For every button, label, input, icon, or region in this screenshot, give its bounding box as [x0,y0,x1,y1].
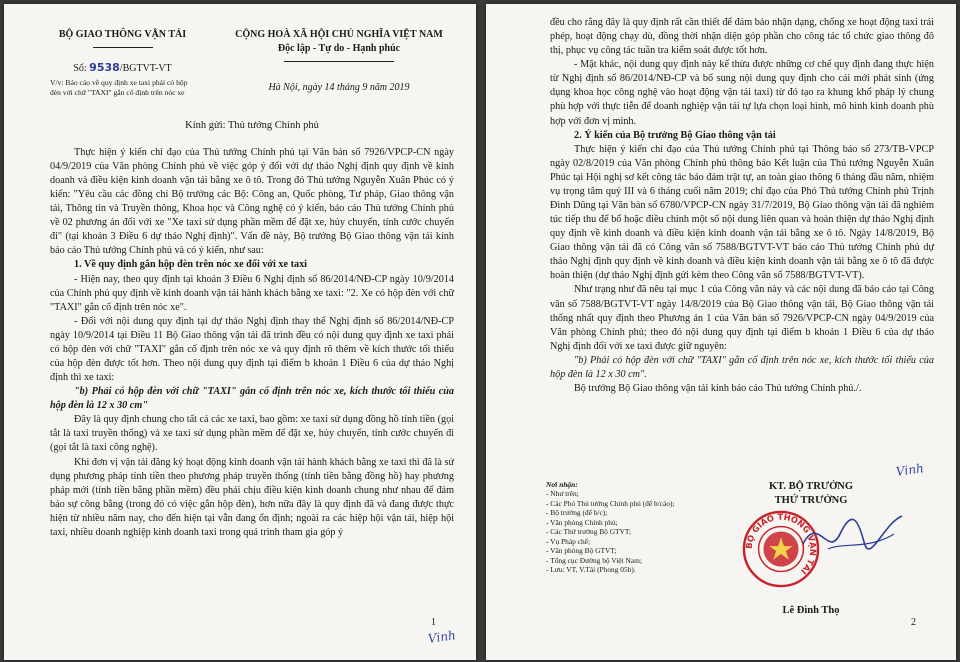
document-number [50,60,195,76]
paragraph-2: - Đối với nội dung quy định tại dự thảo Nghị định thay thế Nghị định số 86/2014/NĐ-CP ngày 10/9/2014 tại Điều 11 Bộ Giao thông vận tải đã trình đều có nội dung quy định xe taxi phải có hộp đèn với chữ "TAXI" gắn cố định trên nóc xe và quy định rõ thêm về kích thước tối thiểu của hộp đèn được tốt hơn. Theo nội dung quy định tại điểm b khoản 1 Điều 6 của dự thảo Nghị định thì xe taxi: [50,315,454,384]
signer-name: Lê Đình Thọ [782,605,840,616]
page-2-content [550,16,934,396]
p2-paragraph-2: - Mặt khác, nội dung quy định này kế thừa được những cơ chế quy định đang thực hiện từ Nghị định số 86/2014/NĐ-CP và bổ sung nội dung quy định cho cái mới phát sinh (ứng dụng khoa học công nghệ vào hoạt động vận tải taxi) từ đó tạo ra khung khổ pháp lý chung phù hợp với thực tiễn để doanh nghiệp vận tải tự lựa chọn loại hình, mô hình kinh doanh phù hợp với đơn vị mình. [550,59,934,127]
p2-paragraph-4: Như trạng như đã nêu tại mục 1 của Công văn này và các nội dung đã báo cáo tại Công văn số 7588/BGTVT-VT ngày 14/8/2019 của Bộ Giao thông vận tải, Bộ Giao thông vận tải thống nhất quy định theo Phương án 1 của Văn bản số 7926/VPCP-CN ngày 04/9/2019 của Văn phòng Chính phủ; theo đó nội dung quy định tại điểm b khoản 1 Điều 6 của dự thảo Nghị định đối với xe taxi được giữ nguyên: [550,284,934,352]
p2-paragraph-1: đều cho rằng đây là quy định rất cần thiết để đảm bảo nhận dạng, chống xe hoạt động taxi trái phép, hoạt động chạy dù, đồng thời nhận diện góp phần cho công tác tổ chức giao thông đô thị, phục vụ công tác tuần tra kiểm soát được tốt hơn. [550,17,934,57]
recipient-item: - Văn phòng Chính phủ; [546,517,618,527]
ministry-name: BỘ GIAO THÔNG VẬN TẢI [58,29,187,40]
handwritten-signature [798,504,908,564]
initial-mark: Vinh [895,461,925,479]
doc-number-suffix: /BGTVT-VT [119,62,172,74]
recipient-item: - Các Phó Thủ tướng Chính phủ (để b/cáo); [546,498,675,508]
document-subject: V/v: Báo cáo về quy định xe taxi phải có hộp đèn với chữ "TAXI" gắn cố định trên nóc xe [50,78,188,97]
recipient-item: - Như trên; [546,489,579,499]
sign-title: KT. BỘ TRƯỞNG [768,481,854,492]
recipients-block [546,480,706,575]
section-1-heading: 1. Về quy định gắn hộp đèn trên nóc xe đối với xe taxi [74,259,308,271]
recipient-item: - Vụ Pháp chế; [546,536,590,546]
header-right [224,28,454,97]
paragraph-1: - Hiện nay, theo quy định tại khoản 3 Điều 6 Nghị định số 86/2014/NĐ-CP ngày 10/9/2014 của Chính phủ quy định về kinh doanh vận tải hành khách bằng xe taxi: "2. Xe có hộp đèn với chữ "TAXI" gắn cố định trên nóc xe". [50,273,454,313]
country-name: CỘNG HOÀ XÃ HỘI CHỦ NGHĨA VIỆT NAM [235,29,443,40]
p2-quoted-rule: "b) Phải có hộp đèn với chữ "TAXI" gắn cố định trên nóc xe, kích thước tối thiểu của hộp đèn là 12 x 30 cm". [550,354,934,380]
header-left [50,28,195,97]
recipient-item: - Các Thứ trưởng Bộ GTVT; [546,527,632,537]
document-header [50,28,454,97]
sign-position: THỨ TRƯỞNG [774,495,848,507]
doc-number-stamp: 9538 [89,60,120,74]
recipient-item: - Bộ trưởng (để b/c); [546,508,608,518]
recipient-item: - Tổng cục Đường bộ Việt Nam; [546,555,642,565]
page-1-content [50,28,454,540]
section-2-heading: 2. Ý kiến của Bộ trưởng Bộ Giao thông vận tải [574,129,776,141]
paragraph-4: Khi đơn vị vận tải đăng ký hoạt động kinh doanh vận tải hành khách bằng xe taxi thì đã là sử dụng phương pháp tính tiền theo phương pháp truyền thống (tính tiền bằng đồng hồ) hay phương pháp mới (tính tiền bằng phần mềm) đều phải chịu điều kiện kinh doanh chung như nhau để đảm bảo sự công bằng (trong đó có việc gắn hộp đèn), hơn nữa đây là quy định đã và đang được thực hiện từ nhiều năm nay, cho đến hiện tại vẫn đang ổn định; ngoài ra các hiệp hội vận tải, hiệp hội taxi, nhiều doanh nghiệp kinh doanh taxi trong quá trình tham gia góp ý [50,456,454,538]
intro-paragraph: Thực hiện ý kiến chỉ đạo của Thủ tướng Chính phủ tại Văn bản số 7926/VPCP-CN ngày 04/9/2019 của Văn phòng Chính phủ về việc góp ý đối với dự thảo Nghị định quy định về kinh doanh và điều kiện kinh doanh vận tải bằng xe ô tô. Trong đó Thủ tướng Nguyễn Xuân Phúc có ý kiến: "Yêu cầu các đồng chí Bộ trưởng các Bộ: Công an, Quốc phòng, Tư pháp, Giao thông vận tải, Thông tin và Truyền thông, Khoa học và Công nghệ có ý kiến, báo cáo Thủ tướng Chính phủ về 02 phương án đối với xe "Xe taxi sử dụng phần mềm để đặt xe, hủy chuyến, tính cước chuyến đi" (tại khoản 3 Điều 6 dự thảo Nghị định)". Vấn đề này, Bộ trưởng Bộ Giao thông vận tải kính báo cáo Thủ tướng Chính phủ và có ý kiến, như sau: [50,146,454,257]
doc-number-prefix: Số: [73,62,87,74]
motto-underline [284,61,394,62]
addressee: Kính gửi: Thủ tướng Chính phủ [185,120,319,132]
seal-text: BỘ GIAO THÔNG VẬN TẢI [743,511,819,577]
national-motto: Độc lập - Tự do - Hạnh phúc [277,42,401,54]
paragraph-3: Đây là quy định chung cho tất cả các xe taxi, bao gồm: xe taxi sử dụng đồng hồ tính tiền (gọi tắt là taxi truyền thống) và xe taxi sử dụng phần mềm để đặt xe, hủy chuyến, tính cước chuyến đi (gọi tắt là taxi công nghệ). [50,414,454,454]
recipient-item: - Lưu: VT, V.Tải (Phong 05b). [546,565,636,575]
p2-paragraph-5: Bộ trưởng Bộ Giao thông vận tải kính báo cáo Thủ tướng Chính phủ./. [574,383,862,395]
quoted-rule: "b) Phải có hộp đèn với chữ "TAXI" gắn cố định trên nóc xe, kích thước tối thiểu của hộp đèn là 12 x 30 cm" [50,386,454,412]
recipients-title: Nơi nhận: [546,480,578,489]
page-number: 2 [911,617,916,629]
recipient-item: - Văn phòng Bộ GTVT; [546,546,617,556]
document-page-1 [4,4,476,660]
ministry-underline [93,47,153,48]
p2-paragraph-3: Thực hiện ý kiến chỉ đạo của Thủ tướng Chính phủ tại Thông báo số 273/TB-VPCP ngày 02/8/2019 của Văn phòng Chính phủ thông báo Kết luận của Thủ tướng Nguyễn Xuân Phúc tại Hội nghị sơ kết công tác bảo đảm trật tự, an toàn giao thông 6 tháng đầu năm, nhiệm vụ trọng tâm quý III và 6 tháng cuối năm 2019; chỉ đạo của Phó Thủ tướng Chính phủ Trịnh Đình Dũng tại Văn bản số 6780/VPCP-CN ngày 31/7/2019, Bộ Giao thông vận tải đã nghiêm túc tiếp thu để bổ hoặc điều chỉnh một số nội dung liên quan và hoàn thiện dự thảo Nghị định quy định về kinh doanh và điều kiện kinh doanh vận tải bằng xe ô tô. Ngày 14/8/2019, Bộ Giao thông vận tải đã có Công văn số 7588/BGTVT-VT báo cáo Thủ tướng Chính phủ dự thảo Nghị định quy định về kinh doanh và điều kiện kinh doanh vận tải bằng xe ô tô đã được hoàn thiện (dự thảo Nghị định gửi kèm theo Công văn số 7588/BGTVT-VT). [550,143,934,282]
initial-mark: Vinh [427,628,457,647]
page-number: 1 [431,617,436,629]
document-page-2 [486,4,956,660]
document-date: Hà Nội, ngày 14 tháng 9 năm 2019 [268,82,410,94]
